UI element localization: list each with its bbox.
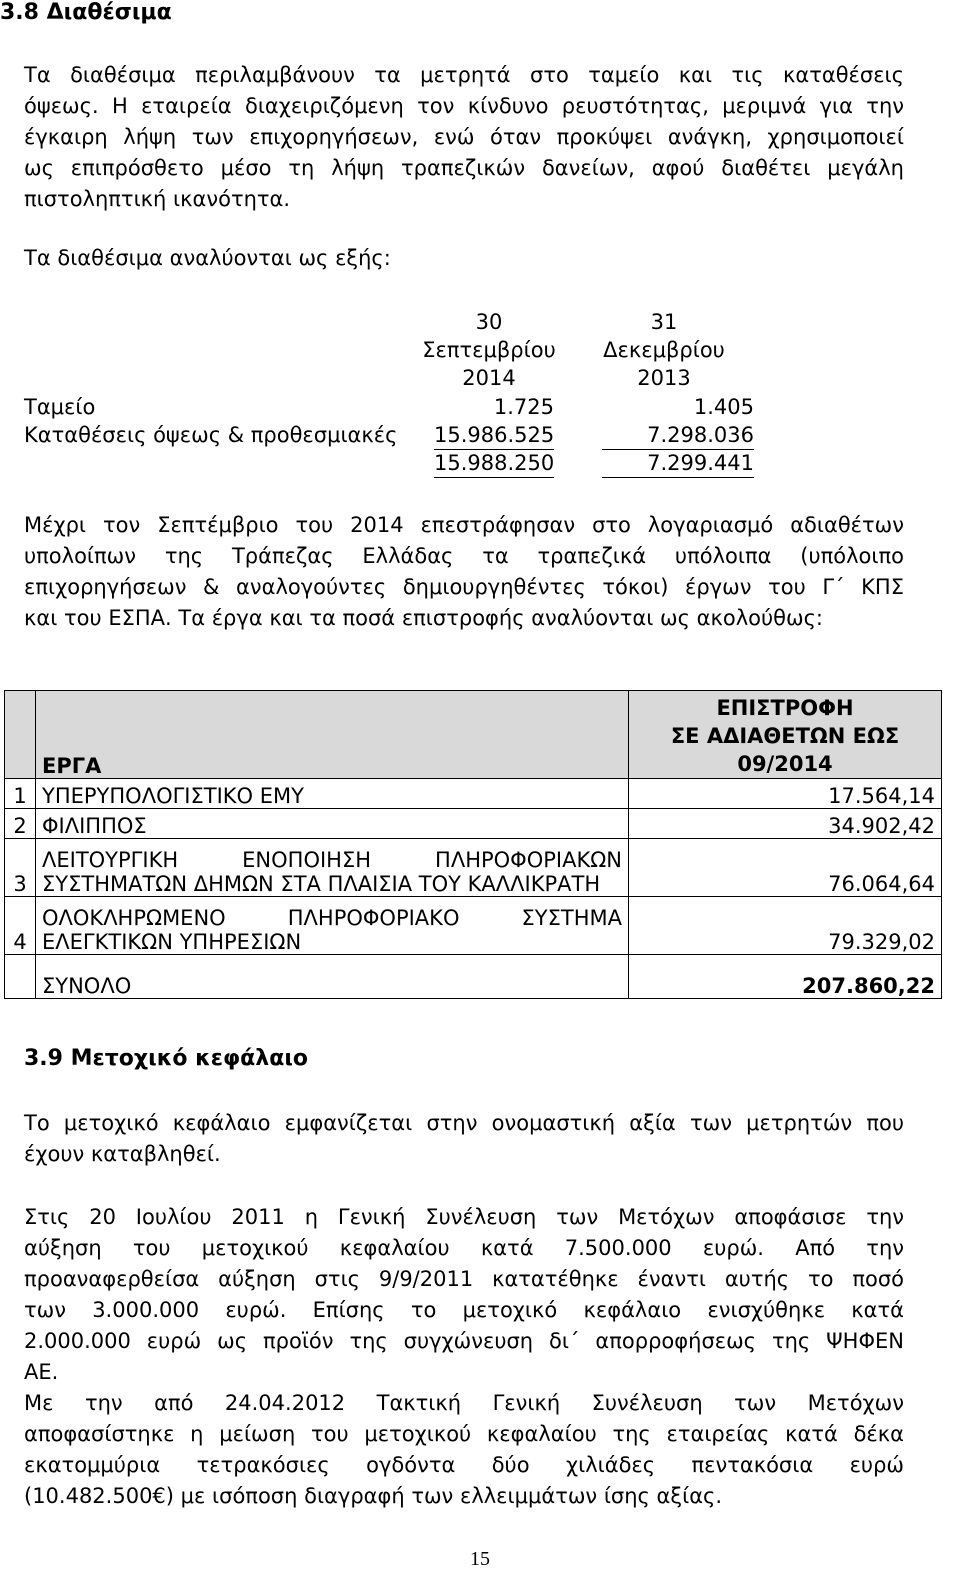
paragraph-line: και του ΕΣΠΑ. Τα έργα και τα ποσά επιστροφής αναλύονται ως ακολούθως:: [24, 606, 823, 630]
project-amount: 79.329,02: [629, 897, 942, 955]
total-2013: 7.299.441: [602, 449, 754, 478]
paragraph-line: προαναφερθείσα αύξηση στις 9/9/2011 κατατέθηκε έναντι αυτής το ποσό: [24, 1267, 904, 1291]
project-name: ΦΙΛΙΠΠΟΣ: [36, 809, 629, 839]
project-name: ΥΠΕΡΥΠΟΛΟΓΙΣΤΙΚΟ ΕΜΥ: [36, 779, 629, 809]
column-header-2014: [414, 308, 564, 392]
value-2014: 1.725: [493, 395, 554, 419]
project-name: [36, 839, 629, 897]
paragraph-line: Το μετοχικό κεφάλαιο εμφανίζεται στην ονομαστική αξία των μετρητών που: [24, 1111, 904, 1135]
row-number-empty: [5, 955, 36, 999]
header-line: ΕΠΙΣΤΡΟΦΗ: [716, 696, 854, 720]
row-label: Ταμείο: [24, 395, 96, 419]
paragraph-line: έγκαιρη λήψη των επιχορηγήσεων, ενώ όταν προκύψει ανάγκη, χρησιμοποιεί: [24, 125, 904, 149]
paragraph-line: ως επιπρόσθετο μέσο τη λήψη τραπεζικών δανείων, αφού διαθέτει μεγάλη: [24, 156, 904, 180]
section-heading-3-8: 3.8 Διαθέσιμα: [0, 0, 172, 25]
share-capital-paragraph-1: [24, 1108, 904, 1170]
return-paragraph: [24, 510, 904, 634]
total-amount: 207.860,22: [629, 955, 942, 999]
row-number: 2: [5, 809, 36, 839]
value-2014: 15.986.525: [434, 421, 554, 450]
project-amount: 34.902,42: [629, 809, 942, 839]
total-row: [5, 955, 942, 999]
header-num-cell: [5, 691, 36, 779]
paragraph-line: Μέχρι τον Σεπτέμβριο του 2014 επεστράφησαν στο λογαριασμό αδιαθέτων: [24, 513, 904, 537]
paragraph-line: 2.000.000 ευρώ ως προϊόν της συγχώνευση δι΄ απορροφήσεως της ΨΗΦΕΝ: [24, 1329, 904, 1353]
project-name-line: ΟΛΟΚΛΗΡΩΜΕΝΟ ΠΛΗΡΟΦΟΡΙΑΚΟ ΣΥΣΤΗΜΑ: [42, 906, 622, 930]
header-line: ΣΕ ΑΔΙΑΘΕΤΩΝ ΕΩΣ: [670, 724, 900, 748]
cash-row: [24, 421, 784, 449]
paragraph-line: Στις 20 Ιουλίου 2011 η Γενική Συνέλευση των Μετόχων αποφάσισε την: [24, 1205, 904, 1229]
cash-row: [24, 393, 784, 421]
header-line: Δεκεμβρίου: [603, 338, 725, 362]
project-amount: 76.064,64: [629, 839, 942, 897]
header-line: 31: [650, 310, 678, 334]
total-2014: 15.988.250: [434, 449, 554, 478]
project-amount: 17.564,14: [629, 779, 942, 809]
paragraph-line: επιχορηγήσεων & αναλογούντες δημιουργηθέντες τόκοι) έργων του Γ΄ ΚΠΣ: [24, 575, 904, 599]
paragraph-line: υπολοίπων της Τράπεζας Ελλάδας τα τραπεζικά υπόλοιπα (υπόλοιπο: [24, 544, 904, 568]
row-label: Καταθέσεις όψεως & προθεσμιακές: [24, 423, 398, 447]
paragraph-line: εκατομμύρια τετρακόσιες ογδόντα δύο χιλιάδες πεντακόσια ευρώ: [24, 1453, 904, 1477]
project-name: [36, 897, 629, 955]
column-header-2013: [589, 308, 739, 392]
paragraph-line: των 3.000.000 ευρώ. Επίσης το μετοχικό κεφάλαιο ενισχύθηκε κατά: [24, 1298, 904, 1322]
table-row: [5, 839, 942, 897]
header-projects: ΕΡΓΑ: [36, 691, 629, 779]
share-capital-paragraph-2: [24, 1202, 904, 1512]
row-number: 3: [5, 839, 36, 897]
header-line: 2013: [637, 366, 691, 390]
table-row: [5, 809, 942, 839]
paragraph-line: αποφασίστηκε η μείωση του μετοχικού κεφαλαίου της εταιρείας κατά δέκα: [24, 1422, 904, 1446]
section-heading-3-9: 3.9 Μετοχικό κεφάλαιο: [24, 1046, 309, 1071]
paragraph-line: (10.482.500€) με ισόποση διαγραφή των ελλειμμάτων ίσης αξίας.: [24, 1484, 723, 1508]
table-row: [5, 897, 942, 955]
value-2013: 1.405: [693, 395, 754, 419]
project-name-line: ΣΥΣΤΗΜΑΤΩΝ ΔΗΜΩΝ ΣΤΑ ΠΛΑΙΣΙΑ ΤΟΥ ΚΑΛΛΙΚΡΑΤΗ: [42, 872, 601, 896]
header-line: 09/2014: [737, 752, 833, 776]
cash-total-row: [24, 449, 784, 477]
paragraph-line: πιστοληπτική ικανότητα.: [24, 187, 291, 211]
analysis-intro: Τα διαθέσιμα αναλύονται ως εξής:: [24, 246, 391, 270]
paragraph-line: όψεως. Η εταιρεία διαχειριζόμενη τον κίνδυνο ρευστότητας, μεριμνά για την: [24, 94, 904, 118]
header-line: Σεπτεμβρίου: [422, 338, 556, 362]
value-2013: 7.298.036: [602, 421, 754, 450]
header-return-amount: [629, 691, 942, 779]
row-number: 1: [5, 779, 36, 809]
table-row: [5, 779, 942, 809]
header-line: 30: [475, 310, 503, 334]
header-line: 2014: [462, 366, 516, 390]
paragraph-line: ΑΕ.: [24, 1360, 59, 1384]
total-label: ΣΥΝΟΛΟ: [36, 955, 629, 999]
paragraph-line: Τα διαθέσιμα περιλαμβάνουν τα μετρητά στο ταμείο και τις καταθέσεις: [24, 63, 904, 87]
paragraph-line: έχουν καταβληθεί.: [24, 1142, 221, 1166]
row-number: 4: [5, 897, 36, 955]
page-number: 15: [470, 1548, 490, 1570]
project-name-line: ΕΛΕΓΚΤΙΚΩΝ ΥΠΗΡΕΣΙΩΝ: [42, 930, 302, 954]
project-name-line: ΛΕΙΤΟΥΡΓΙΚΗ ΕΝΟΠΟΙΗΣΗ ΠΛΗΡΟΦΟΡΙΑΚΩΝ: [42, 848, 622, 872]
paragraph-line: αύξηση του μετοχικού κεφαλαίου κατά 7.500.000 ευρώ. Από την: [24, 1236, 904, 1260]
intro-paragraph: [24, 60, 904, 215]
projects-table: [4, 690, 942, 999]
paragraph-line: Με την από 24.04.2012 Τακτική Γενική Συνέλευση των Μετόχων: [24, 1391, 904, 1415]
